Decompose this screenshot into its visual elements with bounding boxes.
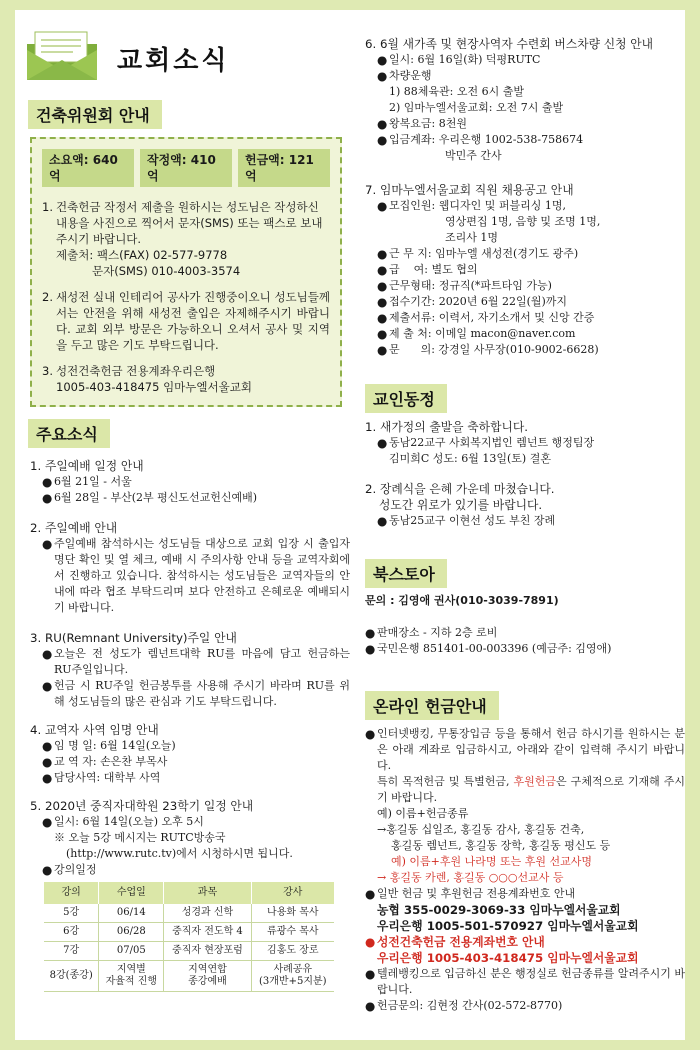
news-item-4: 4. 교역자 사역 임명 안내 ● 임 명 일: 6월 14일(오늘) ● 교 역 자: 손은찬 부목사 ● 담당사역: 대학부 사역 xyxy=(30,723,176,785)
building-item-2: 2. 새성전 실내 인테리어 공사가 진행중이오니 성도님들께서는 안전을 위해 새성전 출입은 자제해주시기 바랍니다. 교회 외부 방문은 가능하오니 오셔서 공사 및 지역을 두고 많은 기도 부탁드립니다. xyxy=(42,290,330,352)
table-row: 7강 07/05 중직자 현장포럼 김홍도 장로 xyxy=(44,942,334,961)
fellowship-item-2: 2. 장례식을 은혜 가운데 마쳤습니다. 성도간 위로가 있기를 바랍니다. ● 동남25교구 이현선 성도 부친 장례 xyxy=(365,482,556,528)
news-item-1: 1. 주일예배 일정 안내 ● 6월 21일 - 서울 ● 6월 28일 - 부산(2부 평신도선교헌신예배) xyxy=(30,459,258,505)
building-heading: 건축위원회 안내 xyxy=(28,100,162,129)
news-item-5: 5. 2020년 중직자대학원 23학기 일정 안내 ● 일시: 6월 14일(오늘) 오후 5시 ※ 오늘 5강 메시지는 RUTC방송국 (http://www.rutc.tv)에서 시청하시면 됩니다. ● 강의일정 강의 수업일 과목 강사 5강 06/14 성경과 신학 나용화 목사 6강 06/28 중직자 전도학 4 류광수 목사 7강 07/05 중직자 현장포럼 김홍도 장로 8강(종강) 지역별 자율적 진행 지역연합 종강예배 사례공유 (3개반+5지분) xyxy=(30,798,350,992)
envelope-icon xyxy=(25,30,99,82)
masthead xyxy=(25,22,265,92)
news-item-6: 6. 6월 새가족 및 현장사역자 수련회 버스차량 신청 안내 ● 일시: 6월 16일(화) 덕평RUTC ● 차량운행 1) 88체육관: 오전 6시 출발 2) 임마누엘서울교회: 오전 7시 출발 ● 왕복요금: 8천원 ● 입금계좌: 우리은행 1002-538-758674 박민주 간사 xyxy=(365,37,654,162)
building-item-3: 3. 성전건축헌금 전용계좌우리은행 1005-403-418475 임마누엘서울교회 xyxy=(42,364,252,394)
col-header: 강사 xyxy=(251,882,334,904)
amount-offered: 헌금액: 121억 xyxy=(238,149,330,187)
fellowship-heading: 교인동정 xyxy=(365,384,447,413)
news-item-7: 7. 임마누엘서울교회 직원 채용공고 안내 ● 모집인원: 웹디자인 및 퍼블리싱 1명, 영상편집 1명, 음향 및 조명 1명, 조리사 1명 ● 근 무 지: 임마누엘 새성전(경기도 광주) ● 급 여: 별도 협의 ● 근무형태: 정규직(*파트타임 가능) ● 접수기간: 2020년 6월 22일(월)까지 ● 제출서류: 이력서, 자기소개서 및 신앙 간증 ● 제 출 처: 이메일 macon@naver.com ● 문 의: 강경일 사무장(010-9002-6628) xyxy=(365,183,601,357)
building-item-1: 1. 건축헌금 작정서 제출을 원하시는 성도님은 작성하신 내용을 사진으로 찍어서 문자(SMS) 또는 팩스로 보내주시기 바랍니다. 제출처: 팩스(FAX) 02-577-9778 문자(SMS) 010-4003-3574 xyxy=(42,200,323,278)
table-row: 6강 06/28 중직자 전도학 4 류광수 목사 xyxy=(44,923,334,942)
table-row: 8강(종강) 지역별 자율적 진행 지역연합 종강예배 사례공유 (3개반+5지분) xyxy=(44,961,334,992)
online-offering: ● 인터넷뱅킹, 무통장입금 등을 통해서 헌금 하시기를 원하시는 분은 아래 계좌로 입금하시고, 아래와 같이 입력해 주시기 바랍니다. 특히 목적헌금 및 특별헌금, 후원헌금은 구체적으로 기재해 주시기 바랍니다. 예) 이름+헌금종류 →홍길동 십일조, 홍길동 감사, 홍길동 건축, 홍길동 렘넌트, 홍길동 장학, 홍길동 평신도 등 예) 이름+후원 나라명 또는 후원 선교사명 → 홍길동 카렌, 홍길동 ○○○선교사 등 ● 일반 헌금 및 후원헌금 전용계좌번호 안내 농협 355-0029-3069-33 임마누엘서울교회 우리은행 1005-501-570927 임마누엘서울교회 ● 성전건축헌금 전용계좌번호 안내 우리은행 1005-403-418475 임마누엘서울교회 ● 텔레뱅킹으로 입금하신 분은 행정실로 헌금종류를 알려주시기 바랍니다. ● 헌금문의: 김현정 간사(02-572-8770) xyxy=(365,727,686,1013)
table-row: 5강 06/14 성경과 신학 나용화 목사 xyxy=(44,904,334,923)
col-header: 수업일 xyxy=(99,882,164,904)
col-header: 과목 xyxy=(164,882,251,904)
amount-required: 소요액: 640억 xyxy=(42,149,134,187)
bookstore-contact: 문의 : 김영애 권사(010-3039-7891) xyxy=(365,594,559,607)
news-item-2: 2. 주일예배 안내 ● 주일예배 참석하시는 성도님들 대상으로 교회 입장 시 출입자 명단 확인 및 열 체크, 예배 시 주의사항 안내 등을 교역자회에서 진행하고 있습니다. 참석하시는 성도님들은 교역자들의 안내에 따라 협조 부탁드리며 보다 안전하고 은혜로운 예배되시기 바랍니다. xyxy=(30,521,350,614)
left-column xyxy=(30,100,350,992)
building-box xyxy=(30,137,342,407)
fellowship-item-1: 1. 새가정의 출발을 축하합니다. ● 동남22교구 사회복지법인 렘넌트 행정팀장 김미희C 성도: 6월 13일(토) 결혼 xyxy=(365,420,595,465)
amount-pledged: 작정액: 410억 xyxy=(140,149,232,187)
lecture-schedule-table xyxy=(44,882,334,992)
news-item-3: 3. RU(Remnant University)주일 안내 ● 오늘은 전 성도가 렘넌트대학 RU를 마음에 담고 헌금하는 RU주일입니다. ● 헌금 시 RU주일 헌금봉투를 사용해 주시기 바라며 RU를 위해 성도님들의 많은 관심과 기도 부탁드립니다. xyxy=(30,631,350,708)
building-amounts xyxy=(42,149,330,187)
page-title: 교회소식 xyxy=(117,46,230,76)
main-news-heading: 주요소식 xyxy=(28,419,110,448)
bookstore-heading: 북스토아 xyxy=(365,559,447,588)
online-offering-heading: 온라인 헌금안내 xyxy=(365,691,499,720)
col-header: 강의 xyxy=(44,882,99,904)
right-column xyxy=(365,36,685,1014)
bookstore-info: ● 판매장소 - 지하 2층 로비 ● 국민은행 851401-00-003396 (예금주: 김영애) xyxy=(365,626,612,656)
